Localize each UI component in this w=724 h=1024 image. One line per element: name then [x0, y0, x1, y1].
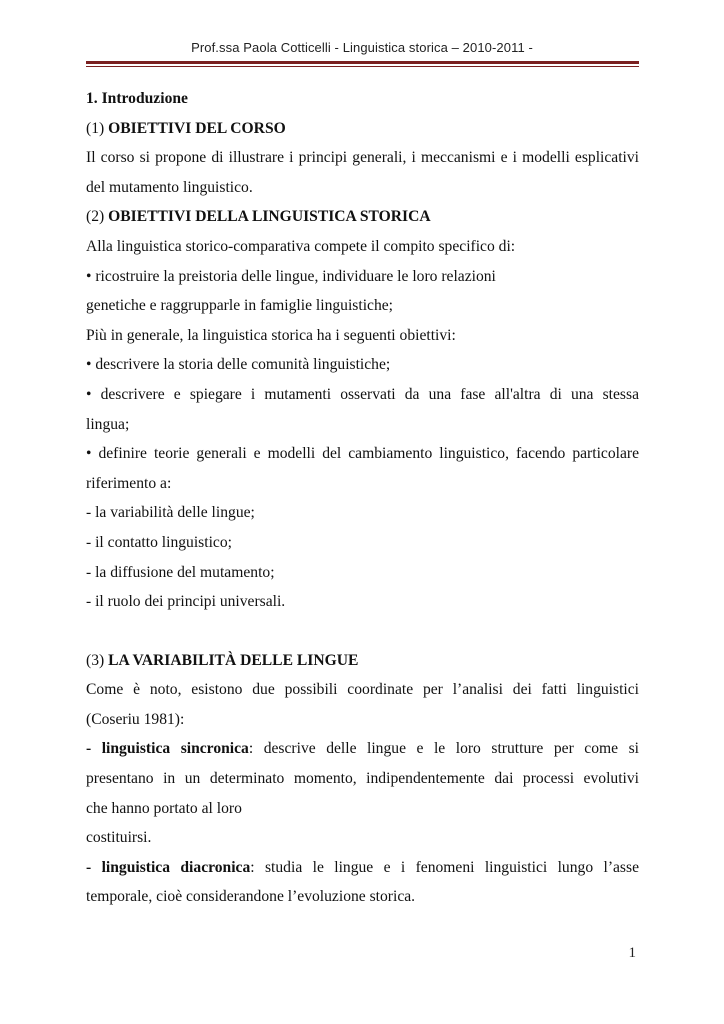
subsection-title: OBIETTIVI DELLA LINGUISTICA STORICA [108, 208, 431, 226]
paragraph-line: presentano in un determinato momento, indipendentemente dai processi evolutivi [86, 770, 639, 788]
subsection-number: (3) [86, 651, 109, 669]
definition-text: : descrive delle lingue e le loro strutture per come si [248, 740, 639, 758]
paragraph-line: costituirsi. [86, 829, 152, 847]
bullet-item: • descrivere la storia delle comunità linguistiche; [86, 356, 391, 374]
bullet-item-continuation: genetiche e raggrupparle in famiglie linguistiche; [86, 297, 393, 315]
definition-diacronica [86, 853, 639, 883]
header-rule-thick [86, 61, 639, 64]
paragraph-line: Più in generale, la linguistica storica ha i seguenti obiettivi: [86, 326, 456, 344]
bullet-item: • definire teorie generali e modelli del cambiamento linguistico, facendo particolare [86, 445, 639, 463]
bullet-item-continuation: lingua; [86, 415, 130, 433]
subsection-number: (1) [86, 119, 109, 137]
term-sincronica: - linguistica sincronica [86, 740, 249, 758]
document-body [86, 84, 639, 912]
page-number: 1 [628, 945, 636, 961]
sub-item: - la variabilità delle lingue; [86, 504, 255, 522]
sub-item: - il contatto linguistico; [86, 533, 232, 551]
bullet-item-continuation: riferimento a: [86, 474, 172, 492]
paragraph-line: temporale, cioè considerandone l’evoluzione storica. [86, 888, 416, 906]
paragraph-line: Come è noto, esistono due possibili coordinate per l’analisi dei fatti linguistici [86, 681, 639, 699]
definition-text: : studia le lingue e i fenomeni linguistici lungo l’asse [250, 858, 639, 876]
subsection-number: (2) [86, 208, 109, 226]
subsection-title: OBIETTIVI DEL CORSO [108, 119, 286, 137]
sub-item: - il ruolo dei principi universali. [86, 593, 286, 611]
bullet-item: • ricostruire la preistoria delle lingue, individuare le loro relazioni [86, 267, 496, 285]
paragraph-line: del mutamento linguistico. [86, 178, 253, 196]
subsection-title: LA VARIABILITÀ DELLE LINGUE [108, 651, 359, 669]
section-heading-introduzione [86, 84, 639, 114]
sub-item: - la diffusione del mutamento; [86, 563, 275, 581]
paragraph-line: Il corso si propone di illustrare i principi generali, i meccanismi e i modelli esplicativi [86, 149, 639, 167]
subsection-heading-variabilita [86, 646, 639, 676]
section-heading-text: 1. Introduzione [86, 90, 188, 107]
bullet-item: • descrivere e spiegare i mutamenti osservati da una fase all'altra di una stessa [86, 385, 639, 403]
running-header: Prof.ssa Paola Cotticelli - Linguistica storica – 2010-2011 - [191, 40, 533, 55]
subsection-heading-obiettivi-corso [86, 114, 639, 144]
paragraph-line: (Coseriu 1981): [86, 710, 185, 728]
term-diacronica: - linguistica diacronica [86, 858, 251, 876]
definition-sincronica [86, 734, 639, 764]
paragraph-line: che hanno portato al loro [86, 799, 242, 817]
header-rule-thin [86, 66, 639, 67]
paragraph-spacer [86, 617, 639, 646]
subsection-heading-obiettivi-linguistica [86, 202, 639, 232]
paragraph-line: Alla linguistica storico-comparativa compete il compito specifico di: [86, 237, 516, 255]
